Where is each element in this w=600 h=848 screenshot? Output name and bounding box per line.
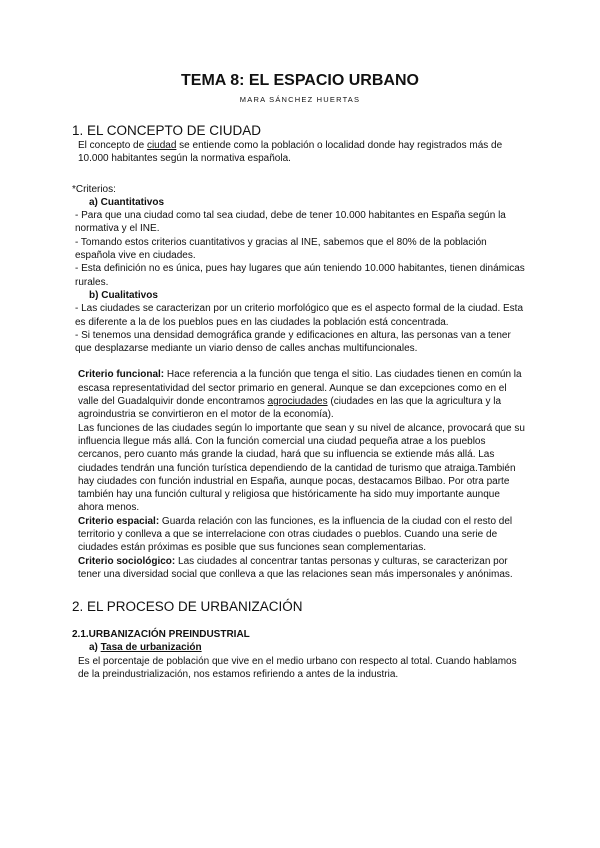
criteria-b-item: - Si tenemos una densidad demográfica grande y edificaciones en altura, las personas van a tener que desplazarse mediante un viario denso de calles anchas multifuncionales. xyxy=(75,329,511,355)
criteria-b-item: - Las ciudades se caracterizan por un criterio morfológico que es el aspecto formal de la ciudad. Esta es diferente a la de los pueblos pues en las ciudades la población está concentrada. xyxy=(75,303,524,328)
criterio-funcional-label: Criterio funcional: xyxy=(78,369,165,381)
criterio-sociologico-label: Criterio sociológico: xyxy=(78,555,176,567)
criterios-label: *Criterios: xyxy=(72,183,116,195)
funciones-paragraph: Las funciones de las ciudades según lo importante que sean y su nivel de alcance, provocará que su influencia llegue más allá. Con la función comercial una ciudad pequeña atrae a los pueblos cercanos, pero cuanto más grande la ciudad, hará que su influencia se extiende más allá. Las ciudades tendrán una función turística dependiendo de la cantidad de turismo que atraiga.También hay ciudades con función industrial en España, aunque pocas, destacamos Bilbao. Por otra parte también hay una función cultural y religiosa que históricamente ha sido muy importante aunque ahora menos. xyxy=(78,422,525,514)
section-1-heading: 1. EL CONCEPTO DE CIUDAD xyxy=(72,123,262,138)
criterio-espacial-text: Guarda relación con las funciones, es la influencia de la ciudad con el resto del territorio y conlleva a que se interrelacione con otras ciudades o pueblos. Cuando una serie de ciudades están próximas es posible que sus funciones sean complementarias. xyxy=(78,515,513,554)
criteria-a-item: - Esta definición no es única, pues hay lugares que aún teniendo 10.000 habitantes, tienen dinámicas rurales. xyxy=(75,263,525,288)
criterio-funcional-paragraph xyxy=(72,368,528,421)
criterio-sociologico-text: Las ciudades al concentrar tantas personas y culturas, se caracterizan por tener una diversidad social que conlleva a que las relaciones sean más impersonales y anónimas. xyxy=(78,555,513,580)
section-2-heading: 2. EL PROCESO DE URBANIZACIÓN xyxy=(72,599,303,615)
criteria-b-label: b) Cualitativos xyxy=(89,289,158,301)
concept-intro-rest: se entiende como la población o localidad donde hay registrados más de 10.000 habitantes según la normativa española. xyxy=(78,140,503,165)
tasa-prefix: a) xyxy=(89,642,101,654)
criteria-a-item: - Tomando estos criterios cuantitativos y gracias al INE, sabemos que el 80% de la población española vive en ciudades. xyxy=(75,236,487,262)
criterio-espacial-paragraph xyxy=(72,515,528,555)
criteria-a-item: - Para que una ciudad como tal sea ciudad, debe de tener 10.000 habitantes en España según la normativa y el INE. xyxy=(75,210,506,235)
term-ciudad: ciudad xyxy=(146,140,177,151)
criterio-espacial-label: Criterio espacial: xyxy=(78,515,160,527)
document-title: TEMA 8: EL ESPACIO URBANO xyxy=(181,72,419,89)
tasa-label: Tasa de urbanización xyxy=(100,642,202,654)
criterio-funcional-rest: (ciudades en las que la agricultura y la agroindustria se convirtieron en el motor de la economía). xyxy=(78,396,502,421)
concept-intro-text: El concepto de xyxy=(78,140,147,151)
document-page xyxy=(72,72,528,681)
concept-paragraph xyxy=(72,139,528,166)
criterio-funcional-text: Hace referencia a la función que tenga el sitio. Las ciudades tienen en común la escasa representatividad del sector primario en general. Aunque se dan excepciones como en el valle del Guadalquivir donde encontramos xyxy=(78,369,522,408)
document-author: MARA SÁNCHEZ HUERTAS xyxy=(239,95,361,104)
criterio-sociologico-paragraph xyxy=(72,555,528,582)
criteria-a-label: a) Cuantitativos xyxy=(89,196,165,208)
subsection-2-1-heading: 2.1.URBANIZACIÓN PREINDUSTRIAL xyxy=(72,629,250,641)
tasa-urbanizacion-paragraph: Es el porcentaje de población que vive en el medio urbano con respecto al total. Cuando hablamos de la preindustrialización, nos estamos refiriendo a antes de la industria. xyxy=(78,655,517,680)
tasa-urbanizacion-heading xyxy=(72,641,528,654)
term-agrociudades: agrociudades xyxy=(267,396,328,408)
